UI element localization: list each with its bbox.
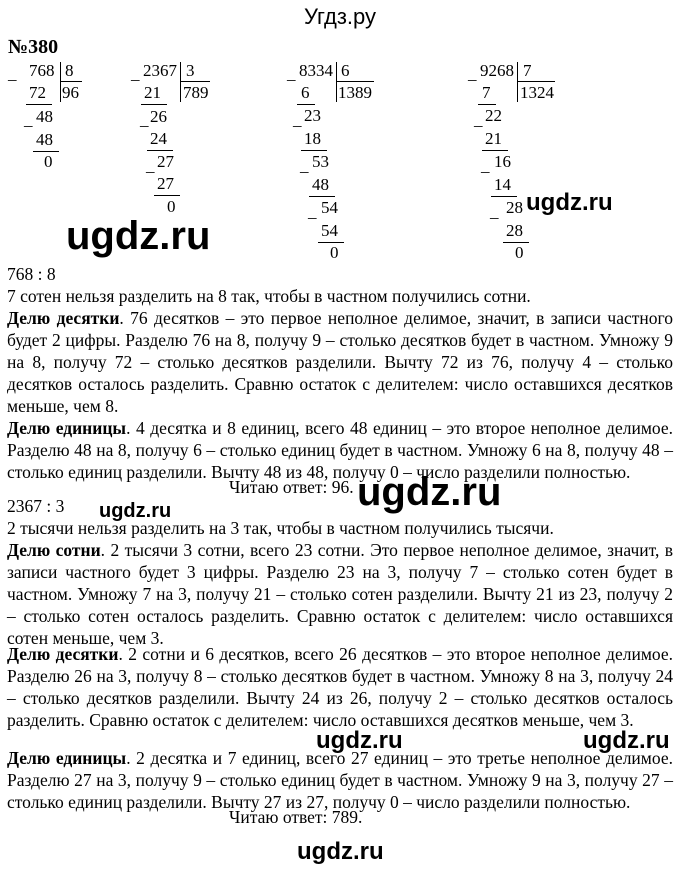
paragraph-label: Делю единицы — [7, 418, 127, 438]
watermark: ugdz.ru — [99, 500, 172, 522]
minus-sign: _ — [300, 156, 309, 175]
step-value: 24 — [150, 129, 167, 148]
step-value: 28 — [506, 198, 523, 217]
minus-sign: _ — [146, 156, 155, 175]
example-1-units-paragraph — [7, 417, 673, 483]
example-2-tens-paragraph — [7, 643, 673, 731]
footer-watermark: ugdz.ru — [297, 838, 384, 865]
minus-sign: _ — [8, 64, 17, 83]
step-value: 6 — [301, 83, 310, 102]
dividend: 8334 — [299, 61, 333, 80]
minus-sign: _ — [490, 202, 499, 221]
step-value: 27 — [157, 174, 174, 193]
step-value: 16 — [494, 152, 511, 171]
step-value: 48 — [36, 130, 53, 149]
dividend: 768 — [29, 61, 55, 80]
quotient: 1389 — [338, 83, 372, 102]
watermark: ugdz.ru — [583, 727, 670, 754]
example-2-intro: 2 тысячи нельзя разделить на 3 так, чтобы в частном получились тысячи. — [7, 518, 554, 538]
step-value: 0 — [515, 243, 524, 262]
step-value: 28 — [506, 221, 523, 240]
example-1-intro: 7 сотен нельзя разделить на 8 так, чтобы в частном получились сотни. — [7, 286, 531, 306]
example-1-title: 768 : 8 — [7, 264, 56, 284]
minus-sign: _ — [131, 64, 140, 83]
step-value: 72 — [29, 83, 46, 102]
divisor: 8 — [65, 61, 74, 80]
minus-sign: _ — [140, 110, 149, 129]
dividend: 2367 — [143, 61, 177, 80]
step-value: 48 — [312, 175, 329, 194]
step-value: 22 — [485, 106, 502, 125]
paragraph-label: Делю сотни — [7, 540, 101, 560]
step-value: 7 — [482, 83, 491, 102]
step-line — [26, 104, 52, 105]
site-title: Угдз.ру — [303, 4, 377, 29]
step-value: 54 — [321, 198, 338, 217]
problem-number: №380 — [8, 36, 59, 58]
step-value: 21 — [485, 129, 502, 148]
minus-sign: _ — [287, 64, 296, 83]
paragraph-text: . 2 сотни и 6 десятков, всего 26 десятков – это второе неполное делимое. Разделю 26 на 3, получу 8 – столько десятков будет в частном. Умножу 8 на 3, получу 24 – столько десятков разделили. Вычту 24 из 26, получу 2 – столько десятков осталось разделить. Сравню остаток с делителем: число оставшихся десятков меньше, чем 3. — [7, 644, 673, 730]
step-value: 26 — [150, 107, 167, 126]
watermark: ugdz.ru — [357, 470, 502, 514]
step-value: 27 — [157, 152, 174, 171]
paragraph-label: Делю единицы — [7, 748, 127, 768]
paragraph-text: . 76 десятков – это первое неполное делимое, значит, в записи частного будет 2 цифры. Разделю 76 на 8, получу 9 – столько десятков будет в частном. Умножу 9 на 8, получу 72 – столько десятков разделили. Вычту 72 из 76, получу 4 – столько десятков осталось разделить. Сравню остаток с делителем: число оставшихся десятков меньше, чем 8. — [7, 308, 673, 416]
paragraph-text: . 2 десятка и 7 единиц, всего 27 единиц – это третье неполное делимое. Разделю 27 на 3, получу 9 – столько единиц будет в частном. Умножу 9 на 3, получу 27 – столько единиц разделили. Вычту 27 из 27, получу 0 – число разделили полностью. — [7, 748, 673, 812]
example-1-answer: Читаю ответ: 96. — [229, 477, 354, 497]
example-1-tens-paragraph — [7, 307, 673, 417]
watermark: ugdz.ru — [526, 189, 613, 216]
quotient: 1324 — [520, 83, 554, 102]
paragraph-label: Делю десятки — [7, 308, 120, 328]
example-2-title: 2367 : 3 — [7, 496, 65, 516]
step-value: 53 — [312, 152, 329, 171]
watermark: ugdz.ru — [316, 727, 403, 754]
step-value: 0 — [167, 197, 176, 216]
step-value: 18 — [304, 129, 321, 148]
minus-sign: _ — [474, 110, 483, 129]
example-2-units-paragraph — [7, 747, 673, 813]
paragraph-text: . 2 тысячи 3 сотни, всего 23 сотни. Это первое неполное делимое, значит, в записи частного будет 3 цифры. Разделю 23 на 3, получу 7 – столько сотен будет в частном. Умножу 7 на 3, получу 21 – столько сотен разделили. Вычту 21 из 23, получу 2 – столько сотен осталось разделить. Сравню остаток с делителем: число оставшихся сотен меньше, чем 3. — [7, 540, 673, 648]
quotient: 789 — [183, 83, 209, 102]
minus-sign: _ — [308, 202, 317, 221]
step-value: 23 — [304, 106, 321, 125]
step-value: 54 — [321, 221, 338, 240]
divisor: 7 — [523, 61, 532, 80]
watermark: ugdz.ru — [66, 214, 211, 258]
divisor: 6 — [341, 61, 350, 80]
minus-sign: _ — [481, 156, 490, 175]
divisor: 3 — [186, 61, 195, 80]
step-line — [141, 104, 167, 105]
paragraph-text: . 4 десятка и 8 единиц, всего 48 единиц – это второе неполное делимое. Разделю 48 на 8, получу 6 – столько единиц будет в частном. Умножу 6 на 8, получу 48 – столько единиц разделили. Вычту 48 из 48, получу 0 – число разделили полностью. — [7, 418, 673, 482]
dividend: 9268 — [480, 61, 514, 80]
quotient: 96 — [62, 83, 79, 102]
paragraph-label: Делю десятки — [7, 644, 119, 664]
minus-sign: _ — [24, 110, 33, 129]
example-2-hundreds-paragraph — [7, 539, 673, 649]
step-value: 14 — [494, 175, 511, 194]
step-value: 48 — [36, 107, 53, 126]
step-value: 0 — [44, 152, 53, 171]
example-2-answer: Читаю ответ: 789. — [229, 807, 363, 827]
step-value: 21 — [144, 83, 161, 102]
minus-sign: _ — [293, 110, 302, 129]
step-value: 0 — [330, 243, 339, 262]
minus-sign: _ — [468, 64, 477, 83]
